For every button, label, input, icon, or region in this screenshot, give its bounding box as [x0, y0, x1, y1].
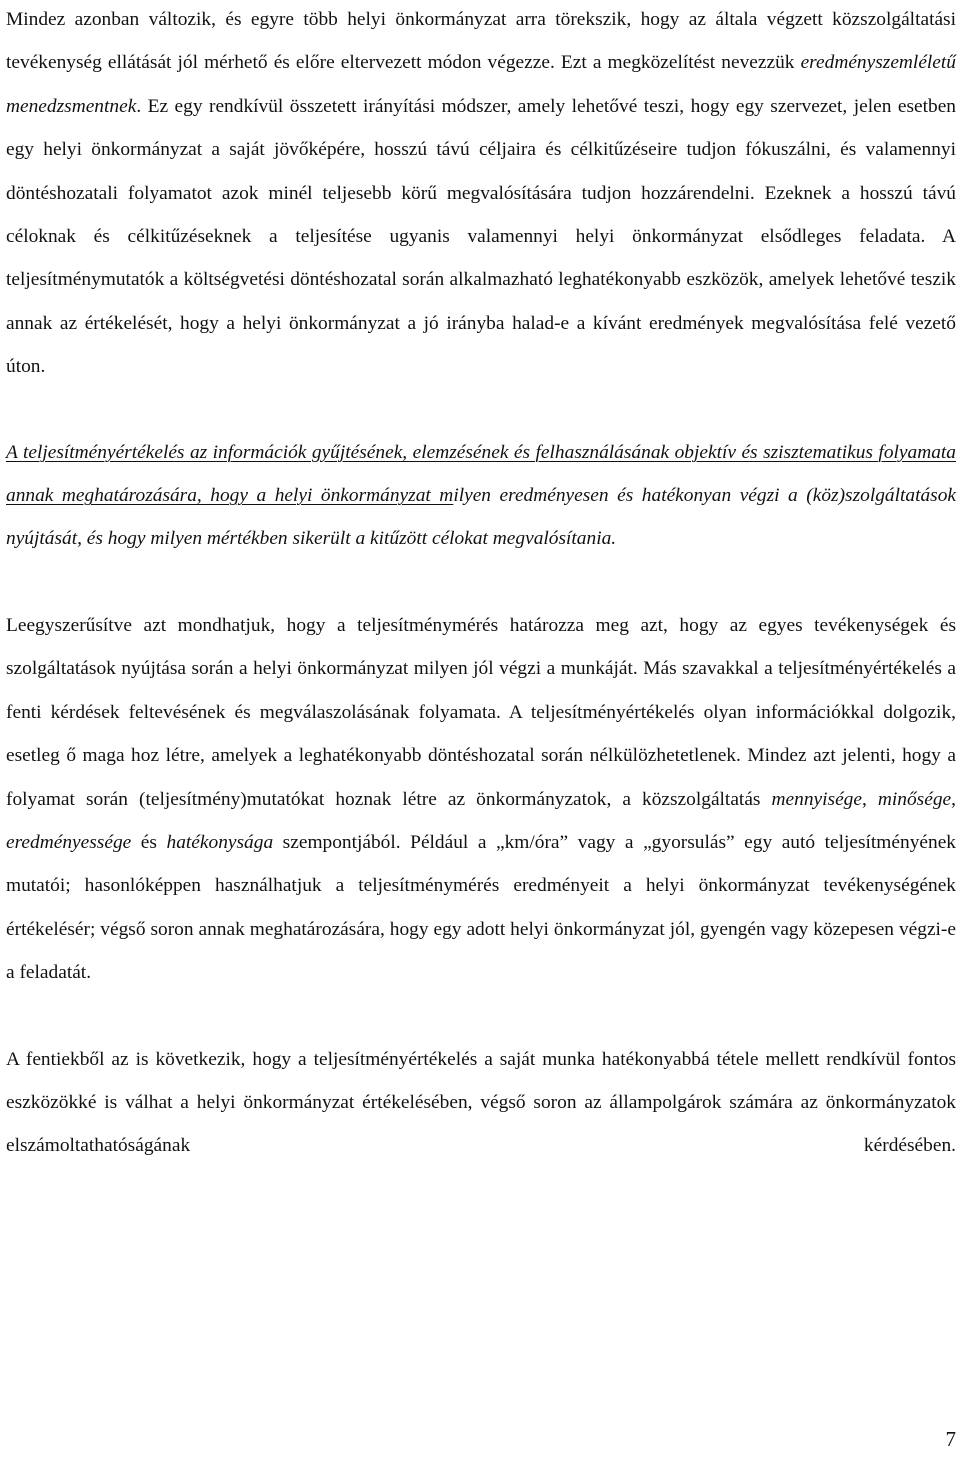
paragraph1-body: Ez egy rendkívül összetett irányítási módszer, amely lehetővé teszi, hogy egy szervezet, jelen esetben egy helyi önkormányzat a saját jövőképére, hosszú távú céljaira és célkitűzéseire tudjon fókuszálni, és valamennyi döntéshozatali folyamatot azok minél teljesebb körű megvalósítására tudjon hozzárendelni. Ezeknek a hosszú távú céloknak és célkitűzéseknek a teljesítése ugyanis valamennyi helyi önkormányzat elsődleges feladata. A teljesítménymutatók a költségvetési döntéshozatal során alkalmazható leghatékonyabb eszközök, amelyek lehetővé teszik annak az értékelését, hogy a helyi önkormányzat a jó irányba halad-e a kívánt eredmények megvalósítása felé vezető úton.	[6, 95, 956, 378]
paragraph-definition	[6, 431, 956, 561]
paragraph1-emphasis: eredményszemléletű menedzsmentnek	[6, 52, 956, 117]
paragraph2-period: .	[611, 528, 617, 550]
paragraph-performance-measurement	[6, 604, 956, 995]
paragraph3-em-quality: minősége	[877, 788, 952, 810]
paragraph4-text: A fentiekből az is következik, hogy a teljesítményértékelés a saját munka hatékonyabbá tétele mellett rendkívül fontos eszközökké is válhat a helyi önkormányzat értékelésében, végső soron az állampolgárok számára az önkormányzatok elszámoltathatóságának kérdésében.	[6, 1048, 956, 1157]
paragraph1-period: .	[136, 95, 142, 117]
paragraph-results-oriented-management	[6, 0, 956, 389]
document-page	[6, 0, 956, 1168]
paragraph3-text-2: ,	[861, 788, 878, 810]
paragraph3-text-5: szempontjából. Például a „km/óra” vagy a „gyorsulás” egy autó teljesítményének mutatói; hasonlóképpen használhatjuk a teljesítménymérés eredményeit a helyi önkormányzat tevékenységének értékelésér; végső soron annak meghatározására, hogy egy adott helyi önkormányzat jól, gyengén vagy közepesen végzi-e a feladatát.	[6, 831, 956, 984]
page-number: 7	[945, 1427, 956, 1451]
paragraph3-em-effectiveness: eredményessége	[6, 831, 132, 853]
paragraph3-text-1: Leegyszerűsítve azt mondhatjuk, hogy a teljesítménymérés határozza meg azt, hogy az egyes tevékenységek és szolgáltatások nyújtása során a helyi önkormányzat milyen jól végzi a munkáját. Más szavakkal a teljesítményértékelés a fenti kérdések feltevésének és megválaszolásának folyamata. A teljesítményértékelés olyan információkkal dolgozik, esetleg ő maga hoz létre, amelyek a leghatékonyabb döntéshozatal során nélkülözhetetlenek. Mindez azt jelenti, hogy a folyamat során (teljesítmény)mutatókat hoznak létre az önkormányzatok, a közszolgáltatás	[6, 614, 956, 810]
paragraph2-text: ilyen eredményesen és hatékonyan végzi a (köz)szolgáltatások nyújtását, és hogy milyen mértékben sikerült a kitűzött célokat megvalósítania	[6, 485, 956, 550]
paragraph1-sentence1: Mindez azonban változik, és egyre több helyi önkormányzat arra törekszik, hogy az általa végzett közszolgáltatási tevékenység ellátását jól mérhető és előre eltervezett módon végezze. Ezt a megközelítést nevezzük	[6, 9, 956, 74]
paragraph3-text-4: és	[131, 831, 167, 853]
paragraph3-em-efficiency: hatékonysága	[166, 831, 274, 853]
paragraph3-em-quantity: mennyisége	[771, 788, 862, 810]
paragraph2-underlined-text: A teljesítményértékelés az információk gyűjtésének, elemzésének és felhasználásának objektív és szisztematikus folyamata annak meghatározására, hogy a helyi önkormányzat m	[6, 441, 956, 507]
paragraph3-text-3: ,	[951, 788, 956, 810]
paragraph-conclusion	[6, 1038, 956, 1168]
